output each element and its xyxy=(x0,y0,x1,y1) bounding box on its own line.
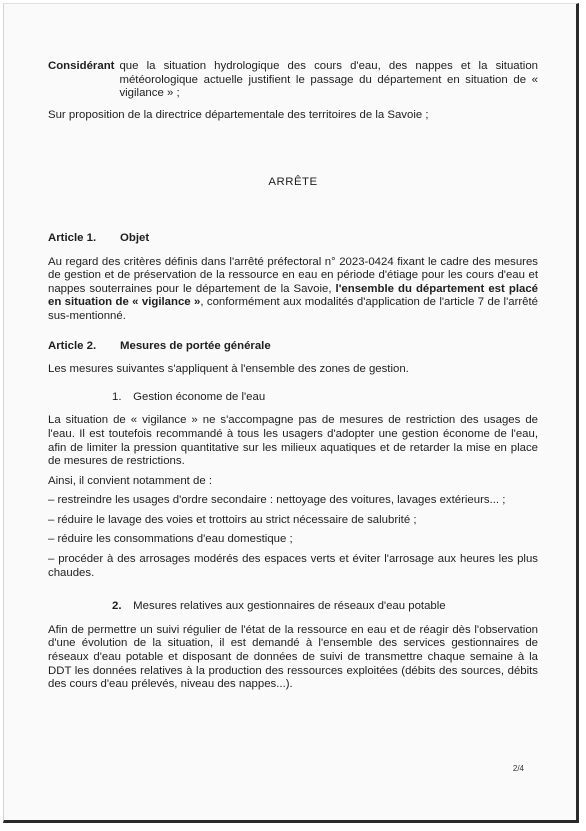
section1-paragraph: La situation de « vigilance » ne s'accompagne pas de mesures de restriction des usages de l'eau. Il est toutefois recommandé à tous les usagers d'adopter une gestion économe de l'eau, afin de limiter la pression quantitative sur les milieux aquatiques et de retarder la mise en place de mesures de restrictions. xyxy=(48,414,538,468)
bullet-item: – réduire les consommations d'eau domestique ; xyxy=(48,533,293,546)
decree-title: ARRÊTE xyxy=(268,176,318,189)
considerant-text: que la situation hydrologique des cours d'eau, des nappes et la situation météorologique actuelle justifient le passage du département en situation de « vigilance » ; xyxy=(119,60,538,100)
bullet-item: – procéder à des arrosages modérés des espaces verts et éviter l'arrosage aux heures les plus chaudes. xyxy=(48,553,538,579)
page-number: 2/4 xyxy=(512,764,524,773)
article2-number: Article 2. xyxy=(48,339,97,352)
article1-heading xyxy=(48,232,538,246)
document-page xyxy=(3,3,579,823)
considerant-clause xyxy=(48,60,538,101)
proposition-line: Sur proposition de la directrice départementale des territoires de la Savoie ; xyxy=(48,108,429,121)
bullet-item: – réduire le lavage des voies et trottoirs au strict nécessaire de salubrité ; xyxy=(48,513,417,526)
section1-heading xyxy=(112,391,538,405)
article1-paragraph xyxy=(48,256,538,324)
article1-text-before: Au regard des critères définis dans l'arrêté préfectoral n° 2023-0424 fixant le cadre des mesures de gestion et de préservation de la ressource en eau en période d'étiage pour les cours d'eau et nappes souterraines pour le département de la Savoie, xyxy=(48,255,538,295)
section2-title: Mesures relatives aux gestionnaires de réseaux d'eau potable xyxy=(133,600,446,613)
section2-number: 2. xyxy=(112,600,122,613)
article1-title: Objet xyxy=(120,231,150,244)
section1-lead: Ainsi, il convient notamment de : xyxy=(48,474,212,487)
section2-paragraph: Afin de permettre un suivi régulier de l'état de la ressource en eau et de réagir dès l'observation d'une évolution de la situation, il est demandé à l'ensemble des services gestionnaires de réseaux d'eau potable et disposant de données de suivi de transmettre chaque semaine à la DDT les données relatives à la production des ressources exploitées (débits des sources, débits des cours d'eau prélevés, niveau des nappes...). xyxy=(48,623,538,691)
article1-text-bold: l'ensemble du département est placé en situation de « vigilance » xyxy=(48,282,538,309)
section1-title: Gestion économe de l'eau xyxy=(133,390,266,403)
article1-number: Article 1. xyxy=(48,231,97,244)
article2-intro: Les mesures suivantes s'appliquent à l'ensemble des zones de gestion. xyxy=(48,363,409,376)
considerant-label: Considérant xyxy=(48,60,115,72)
article1-text-after: , conformément aux modalités d'application de l'article 7 de l'arrêté sus-mentionné. xyxy=(48,296,538,322)
bullet-item: – restreindre les usages d'ordre secondaire : nettoyage des voitures, lavages extérieurs... ; xyxy=(48,494,506,507)
section1-number: 1. xyxy=(112,390,122,403)
article2-title: Mesures de portée générale xyxy=(120,339,271,352)
article2-heading xyxy=(48,340,538,354)
section2-heading xyxy=(112,600,538,614)
document-body xyxy=(48,60,538,692)
